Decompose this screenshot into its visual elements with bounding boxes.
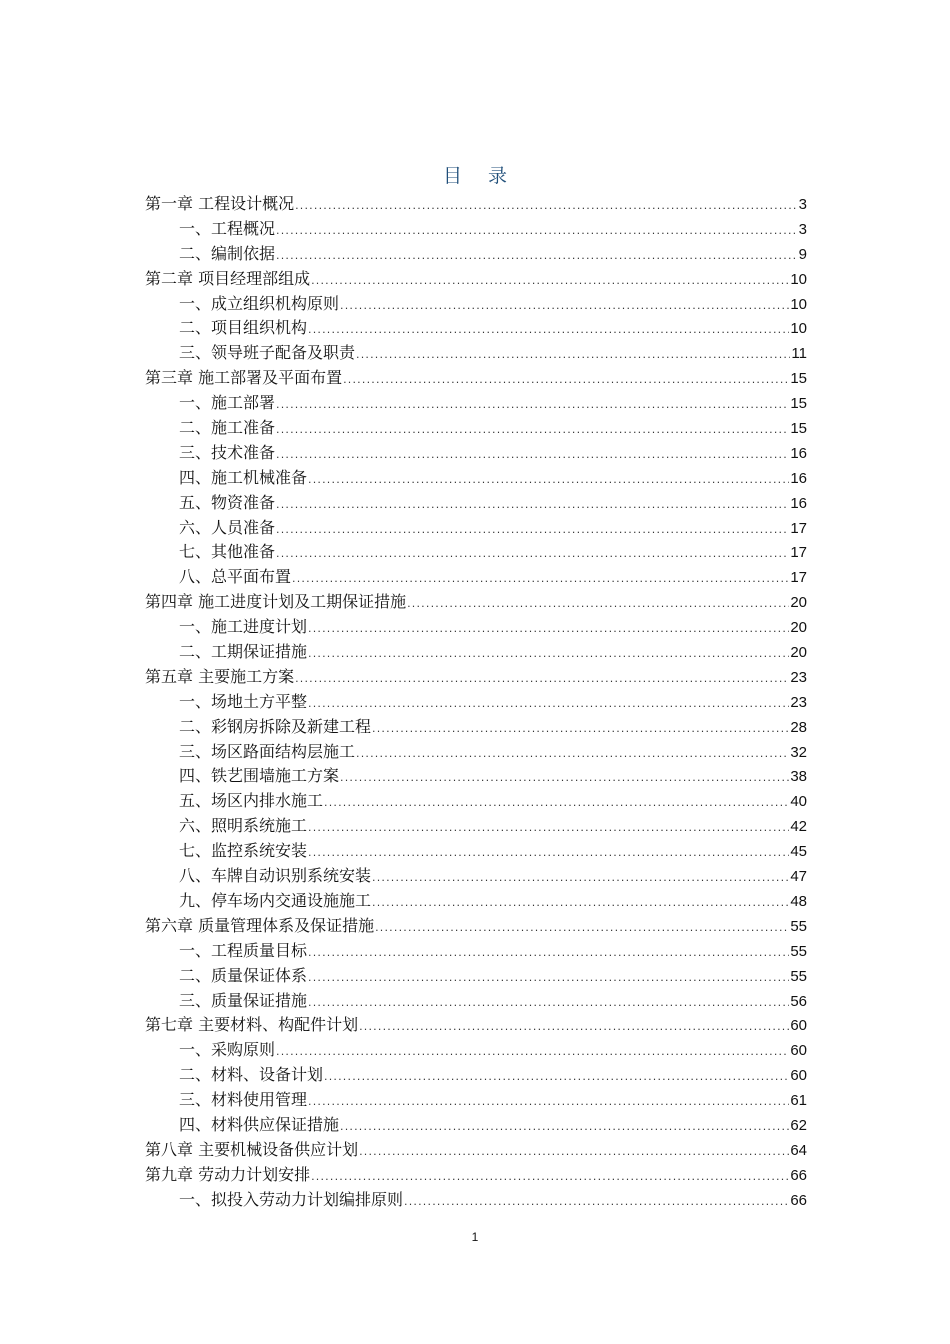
toc-entry-page: 60 xyxy=(790,1067,807,1085)
toc-section-entry[interactable] xyxy=(145,989,807,1014)
toc-entry-page: 32 xyxy=(790,743,807,761)
toc-entry-label: 二、施工准备 xyxy=(179,418,276,438)
toc-section-entry[interactable] xyxy=(145,1063,807,1088)
toc-entry-page: 17 xyxy=(790,569,807,587)
toc-section-entry[interactable] xyxy=(145,391,807,416)
toc-section-entry[interactable] xyxy=(145,217,807,242)
toc-entry-label: 五、物资准备 xyxy=(179,492,276,512)
toc-entry-label: 第二章 项目经理部组成 xyxy=(145,268,311,288)
toc-dot-leader xyxy=(308,318,789,343)
toc-chapter-entry[interactable] xyxy=(145,192,807,217)
toc-entry-page: 16 xyxy=(790,469,807,487)
toc-entry-page: 60 xyxy=(790,1042,807,1060)
toc-entry-page: 28 xyxy=(790,718,807,736)
toc-section-entry[interactable] xyxy=(145,491,807,516)
toc-entry-page: 64 xyxy=(790,1141,807,1159)
toc-dot-leader xyxy=(308,642,789,667)
toc-chapter-entry[interactable] xyxy=(145,1163,807,1188)
toc-section-entry[interactable] xyxy=(145,416,807,441)
toc-entry-label: 一、工程概况 xyxy=(179,218,276,238)
toc-entry-label: 二、彩钢房拆除及新建工程 xyxy=(179,716,372,736)
toc-section-entry[interactable] xyxy=(145,889,807,914)
toc-section-entry[interactable] xyxy=(145,864,807,889)
toc-entry-label: 三、场区路面结构层施工 xyxy=(179,741,356,761)
toc-entry-page: 20 xyxy=(790,619,807,637)
toc-section-entry[interactable] xyxy=(145,1188,807,1213)
toc-entry-page: 23 xyxy=(790,668,807,686)
toc-dot-leader xyxy=(308,617,789,642)
toc-entry-page: 23 xyxy=(790,693,807,711)
toc-entry-page: 62 xyxy=(790,1116,807,1134)
toc-section-entry[interactable] xyxy=(145,939,807,964)
toc-entry-label: 第七章 主要材料、构配件计划 xyxy=(145,1015,359,1035)
toc-dot-leader xyxy=(276,393,789,418)
toc-dot-leader xyxy=(404,1190,789,1215)
toc-section-entry[interactable] xyxy=(145,1038,807,1063)
toc-entry-page: 16 xyxy=(790,494,807,512)
toc-entry-page: 20 xyxy=(790,644,807,662)
toc-entry-page: 20 xyxy=(790,594,807,612)
toc-entry-label: 一、施工进度计划 xyxy=(179,617,308,637)
toc-entry-label: 二、质量保证体系 xyxy=(179,965,308,985)
toc-dot-leader xyxy=(276,219,798,244)
toc-entry-page: 15 xyxy=(790,370,807,388)
toc-dot-leader xyxy=(343,368,789,393)
toc-entry-label: 四、施工机械准备 xyxy=(179,467,308,487)
toc-dot-leader xyxy=(295,667,789,692)
toc-entry-page: 15 xyxy=(790,420,807,438)
toc-entry-label: 六、人员准备 xyxy=(179,517,276,537)
toc-dot-leader xyxy=(308,468,789,493)
toc-entry-label: 七、其他准备 xyxy=(179,542,276,562)
toc-entry-page: 15 xyxy=(790,395,807,413)
toc-entry-label: 七、监控系统安装 xyxy=(179,841,308,861)
toc-dot-leader xyxy=(276,518,789,543)
toc-entry-label: 四、铁艺围墙施工方案 xyxy=(179,766,340,786)
toc-section-entry[interactable] xyxy=(145,565,807,590)
toc-dot-leader xyxy=(340,1115,789,1140)
toc-section-entry[interactable] xyxy=(145,839,807,864)
toc-entry-page: 55 xyxy=(790,917,807,935)
toc-section-entry[interactable] xyxy=(145,341,807,366)
toc-entry-label: 第九章 劳动力计划安排 xyxy=(145,1164,311,1184)
toc-entry-page: 45 xyxy=(790,843,807,861)
toc-entry-label: 一、工程质量目标 xyxy=(179,940,308,960)
toc-entry-page: 55 xyxy=(790,967,807,985)
toc-entry-label: 一、成立组织机构原则 xyxy=(179,293,340,313)
toc-entry-page: 9 xyxy=(798,245,807,263)
toc-dot-leader xyxy=(276,493,789,518)
toc-entry-label: 五、场区内排水施工 xyxy=(179,791,324,811)
toc-dot-leader xyxy=(308,816,789,841)
toc-entry-page: 47 xyxy=(790,868,807,886)
toc-section-entry[interactable] xyxy=(145,640,807,665)
toc-entry-label: 一、拟投入劳动力计划编排原则 xyxy=(179,1189,404,1209)
toc-section-entry[interactable] xyxy=(145,466,807,491)
toc-entry-page: 11 xyxy=(791,345,807,363)
toc-dot-leader xyxy=(308,941,789,966)
toc-entry-label: 一、采购原则 xyxy=(179,1040,276,1060)
toc-dot-leader xyxy=(324,1065,789,1090)
toc-entry-label: 三、领导班子配备及职责 xyxy=(179,343,356,363)
toc-section-entry[interactable] xyxy=(145,441,807,466)
toc-chapter-entry[interactable] xyxy=(145,590,807,615)
toc-entry-page: 55 xyxy=(790,942,807,960)
toc-dot-leader xyxy=(356,742,789,767)
toc-entry-label: 八、总平面布置 xyxy=(179,567,292,587)
toc-entry-label: 第一章 工程设计概况 xyxy=(145,194,295,213)
toc-section-entry[interactable] xyxy=(145,764,807,789)
toc-entry-label: 四、材料供应保证措施 xyxy=(179,1114,340,1134)
toc-chapter-entry[interactable] xyxy=(145,267,807,292)
toc-dot-leader xyxy=(372,866,789,891)
toc-title: 目录 xyxy=(442,165,533,187)
toc-dot-leader xyxy=(295,194,798,219)
toc-list xyxy=(145,192,807,1213)
toc-section-entry[interactable] xyxy=(145,690,807,715)
toc-entry-page: 60 xyxy=(790,1017,807,1035)
toc-entry-label: 八、车牌自动识别系统安装 xyxy=(179,866,372,886)
toc-dot-leader xyxy=(340,294,789,319)
toc-entry-label: 二、编制依据 xyxy=(179,243,276,263)
toc-dot-leader xyxy=(308,966,789,991)
toc-section-entry[interactable] xyxy=(145,1088,807,1113)
toc-entry-page: 61 xyxy=(790,1092,807,1110)
toc-dot-leader xyxy=(308,841,789,866)
toc-section-entry[interactable] xyxy=(145,740,807,765)
toc-entry-label: 第四章 施工进度计划及工期保证措施 xyxy=(145,592,407,612)
toc-section-entry[interactable] xyxy=(145,242,807,267)
toc-dot-leader xyxy=(311,269,789,294)
toc-dot-leader xyxy=(324,791,789,816)
toc-entry-label: 一、场地土方平整 xyxy=(179,691,308,711)
toc-section-entry[interactable] xyxy=(145,540,807,565)
toc-dot-leader xyxy=(292,567,789,592)
toc-dot-leader xyxy=(308,1090,789,1115)
toc-dot-leader xyxy=(276,418,789,443)
toc-entry-label: 第三章 施工部署及平面布置 xyxy=(145,368,343,388)
toc-chapter-entry[interactable] xyxy=(145,665,807,690)
toc-section-entry[interactable] xyxy=(145,1113,807,1138)
toc-entry-label: 二、项目组织机构 xyxy=(179,318,308,338)
toc-entry-label: 一、施工部署 xyxy=(179,393,276,413)
toc-dot-leader xyxy=(359,1140,789,1165)
toc-entry-label: 二、材料、设备计划 xyxy=(179,1065,324,1085)
toc-section-entry[interactable] xyxy=(145,964,807,989)
toc-entry-page: 66 xyxy=(790,1191,807,1209)
toc-entry-page: 3 xyxy=(798,220,807,238)
toc-entry-page: 66 xyxy=(790,1166,807,1184)
toc-dot-leader xyxy=(340,766,789,791)
toc-chapter-entry[interactable] xyxy=(145,914,807,939)
toc-entry-page: 10 xyxy=(790,295,807,313)
toc-entry-page: 3 xyxy=(798,196,807,213)
toc-entry-page: 48 xyxy=(790,892,807,910)
toc-entry-label: 六、照明系统施工 xyxy=(179,816,308,836)
page-number: 1 xyxy=(471,1230,479,1244)
toc-section-entry[interactable] xyxy=(145,516,807,541)
toc-dot-leader xyxy=(308,692,789,717)
toc-chapter-entry[interactable] xyxy=(145,1138,807,1163)
toc-dot-leader xyxy=(276,443,789,468)
toc-entry-label: 三、材料使用管理 xyxy=(179,1090,308,1110)
toc-entry-label: 二、工期保证措施 xyxy=(179,642,308,662)
toc-entry-label: 第五章 主要施工方案 xyxy=(145,666,295,686)
toc-dot-leader xyxy=(407,592,789,617)
toc-section-entry[interactable] xyxy=(145,715,807,740)
toc-dot-leader xyxy=(359,1015,789,1040)
toc-dot-leader xyxy=(356,343,790,368)
toc-entry-page: 10 xyxy=(790,270,807,288)
toc-chapter-entry[interactable] xyxy=(145,366,807,391)
toc-dot-leader xyxy=(372,717,789,742)
toc-entry-page: 38 xyxy=(790,768,807,786)
toc-entry-page: 10 xyxy=(790,320,807,338)
toc-dot-leader xyxy=(276,542,789,567)
toc-section-entry[interactable] xyxy=(145,789,807,814)
toc-entry-page: 56 xyxy=(790,992,807,1010)
toc-section-entry[interactable] xyxy=(145,292,807,317)
toc-entry-page: 17 xyxy=(790,519,807,537)
toc-entry-page: 42 xyxy=(790,818,807,836)
toc-entry-label: 九、停车场内交通设施施工 xyxy=(179,890,372,910)
toc-entry-label: 三、质量保证措施 xyxy=(179,990,308,1010)
toc-dot-leader xyxy=(276,1040,789,1065)
toc-section-entry[interactable] xyxy=(145,615,807,640)
toc-entry-label: 第六章 质量管理体系及保证措施 xyxy=(145,915,375,935)
toc-dot-leader xyxy=(276,244,798,269)
toc-entry-page: 16 xyxy=(790,444,807,462)
toc-section-entry[interactable] xyxy=(145,316,807,341)
toc-entry-label: 第八章 主要机械设备供应计划 xyxy=(145,1139,359,1159)
toc-dot-leader xyxy=(372,891,789,916)
toc-dot-leader xyxy=(311,1165,789,1190)
toc-section-entry[interactable] xyxy=(145,814,807,839)
toc-dot-leader xyxy=(308,991,789,1016)
toc-entry-page: 17 xyxy=(790,544,807,562)
toc-dot-leader xyxy=(375,916,789,941)
toc-chapter-entry[interactable] xyxy=(145,1013,807,1038)
toc-entry-label: 三、技术准备 xyxy=(179,442,276,462)
toc-entry-page: 40 xyxy=(790,793,807,811)
